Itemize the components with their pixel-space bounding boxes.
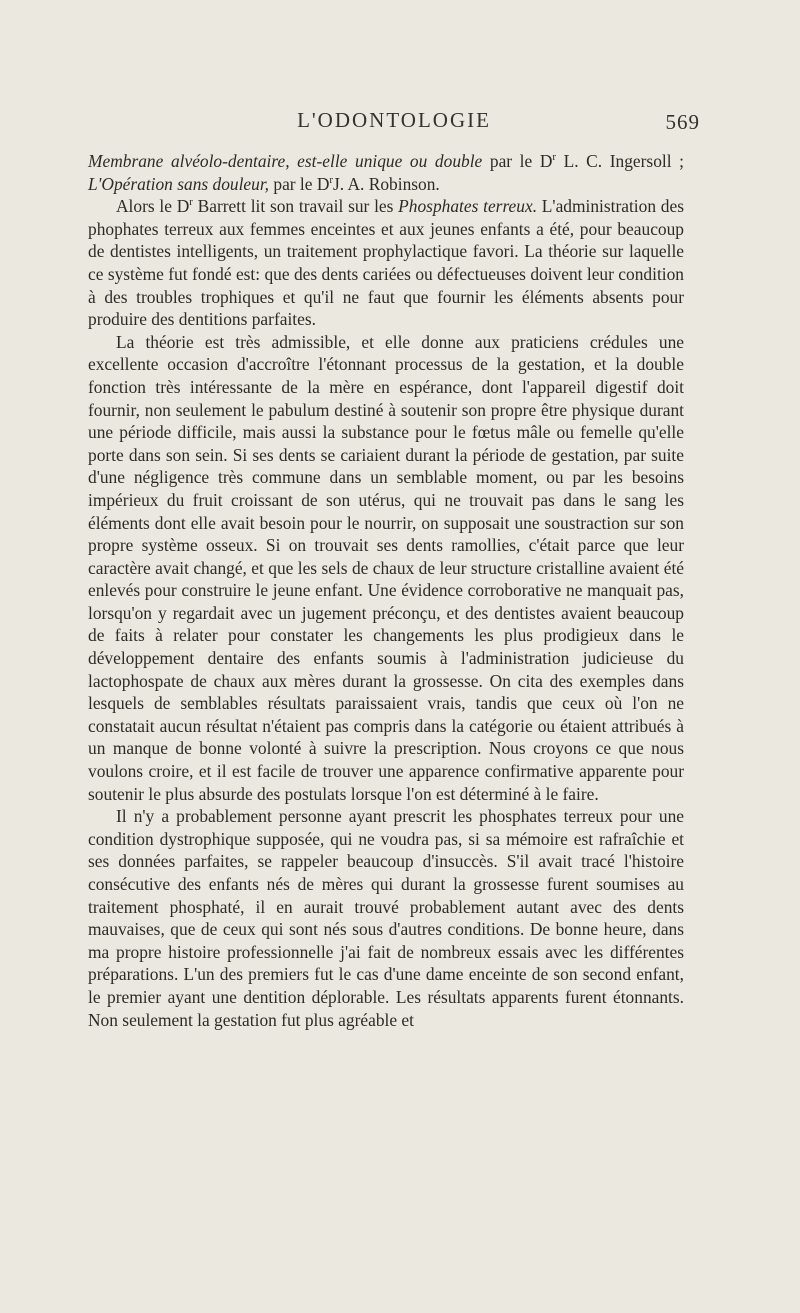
text-segment: par le D <box>482 151 553 171</box>
body-text <box>88 150 684 1031</box>
superscript-text: r <box>189 196 193 209</box>
page-number: 569 <box>665 110 700 134</box>
running-title: L'ODONTOLOGIE <box>297 108 491 132</box>
text-segment: Alors le D <box>116 196 190 217</box>
superscript-text: r <box>552 151 556 164</box>
italic-text: L'Opération sans douleur, <box>88 173 270 194</box>
superscript-text: r <box>329 173 333 186</box>
paragraph <box>88 150 684 195</box>
paragraph <box>88 331 684 805</box>
italic-text: Phosphates terreux. <box>398 196 538 217</box>
text-segment: J. A. Robinson. <box>332 173 440 194</box>
text-segment: L. C. Ingersoll ; <box>556 151 684 171</box>
text-segment: Il n'y a probablement personne ayant prescrit les phosphates terreux pour une condition dystrophique supposée, qui ne voudra pas, si sa mémoire est rafraîchie et ses données parfaites, se rappeler beaucoup d'insuccès. S'il avait tracé l'histoire consécutive des enfants nés de mères qui durant la grossesse furent soumises au traitement phosphaté, il en aurait trouvé probablement autant avec des dents mauvaises, que de ceux qui sont nés sous d'autres conditions. De bonne heure, dans ma propre histoire professionnelle j'ai fait de nombreux essais avec les différentes préparations. L'un des premiers fut le cas d'une dame enceinte de son second enfant, le premier ayant une dentition déplorable. Les résultats apparents furent étonnants. Non seulement la gestation fut plus agréable et <box>88 806 684 1030</box>
text-segment: La théorie est très admissible, et elle donne aux praticiens crédules une excellente occasion d'accroître l'étonnant processus de la gestation, et la double fonction très intéressante de la mère en espérance, dont l'appareil digestif doit fournir, non seulement le pabulum destiné à soutenir son propre être physique durant une période difficile, mais aussi la substance pour le fœtus mâle ou femelle qu'elle porte dans son sein. Si ses dents se cariaient durant la période de gestation, par suite d'une négligence très commune dans un semblable moment, ou par les besoins impérieux du fruit croissant de son utérus, qui ne trouvait pas dans le sang les éléments dont elle avait besoin pour le nourrir, on supposait une soustraction sur son propre système osseux. Si on trouvait ses dents ramollies, c'était parce que leur caractère avait changé, et que les sels de chaux de leur structure cristalline avaient été enlevés pour construire le jeune enfant. Une évidence corroborative ne manquait pas, lorsqu'on y regardait avec un jugement préconçu, et des dentistes avaient beaucoup de faits à relater pour constater les changements les plus prodigieux dans le développement dentaire des enfants soumis à l'administration judicieuse du lactophospate de chaux aux mères durant la grossesse. On cita des exemples dans lesquels de semblables résultats paraissaient vrais, tandis que ceux où l'on ne constatait aucun résultat n'étaient pas compris dans la catégorie ou étaient attribués à un manque de bonne volonté à suivre la prescription. Nous croyons ce que nous voulons croire, et il est facile de trouver une apparence confirmative apparente pour soutenir le plus absurde des postulats lorsque l'on est déterminé à le faire. <box>88 331 684 804</box>
text-segment: Barrett lit son travail sur les <box>192 196 399 217</box>
italic-text: Membrane alvéolo-dentaire, est-elle unique ou double <box>88 151 483 171</box>
text-segment: par le D <box>269 173 330 194</box>
paragraph <box>88 195 684 331</box>
text-segment: L'administration des phophates terreux aux femmes enceintes et aux jeunes enfants a été, pour beaucoup de dentistes intelligents, un traitement prophylactique favori. La théorie sur laquelle ce système fut fondé est: que des dents cariées ou défectueuses doivent leur condition à des troubles trophiques et qu'il ne faut que fournir les éléments absents pour produire des dentitions parfaites. <box>88 196 684 330</box>
paragraph <box>88 805 684 1031</box>
page-header <box>88 108 700 138</box>
